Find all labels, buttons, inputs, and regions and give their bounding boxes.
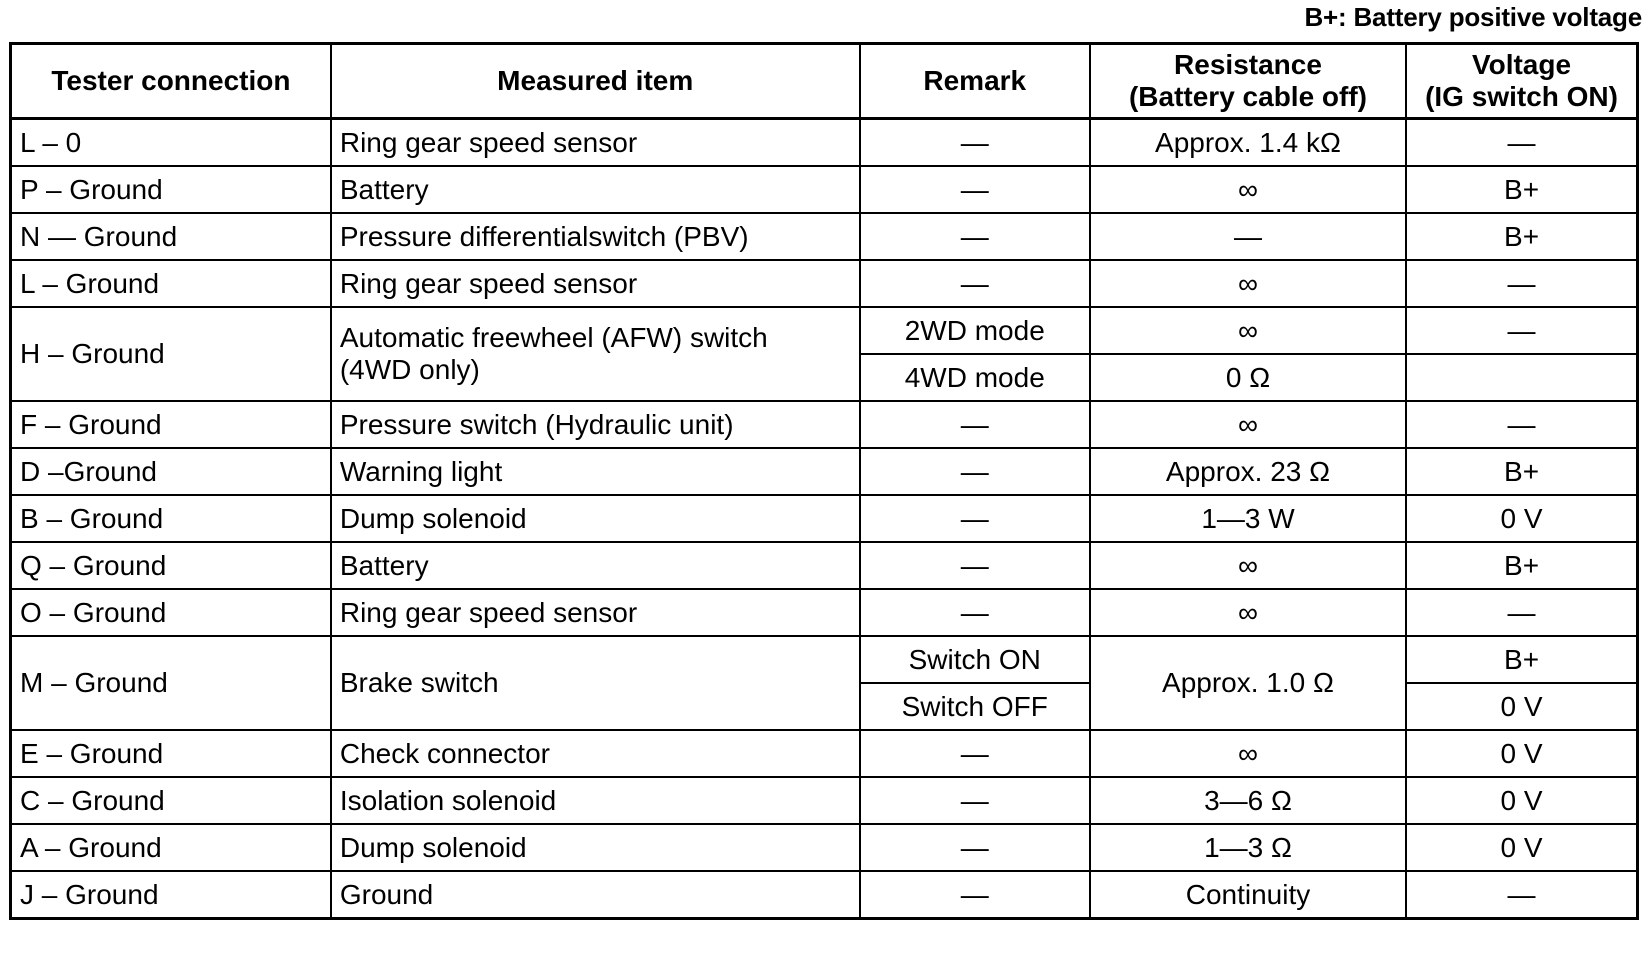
remark-cell: —: [860, 119, 1090, 167]
item-cell: Battery: [331, 542, 860, 589]
resistance-cell: —: [1090, 213, 1406, 260]
voltage-cell: 0 V: [1406, 495, 1637, 542]
voltage-cell: 0 V: [1406, 777, 1637, 824]
remark-cell: —: [860, 495, 1090, 542]
tester-cell: Q – Ground: [11, 542, 331, 589]
resistance-cell: Approx. 23 Ω: [1090, 448, 1406, 495]
battery-voltage-note: B+: Battery positive voltage: [1304, 2, 1642, 32]
voltage-cell: B+: [1406, 448, 1637, 495]
resistance-cell: 3—6 Ω: [1090, 777, 1406, 824]
table-row: [11, 213, 1638, 260]
item-cell: Brake switch: [331, 636, 860, 730]
remark-cell: —: [860, 260, 1090, 307]
item-cell: Dump solenoid: [331, 824, 860, 871]
remark-cell: —: [860, 542, 1090, 589]
item-cell: Ring gear speed sensor: [331, 119, 860, 167]
remark-cell: —: [860, 166, 1090, 213]
voltage-cell: [1406, 354, 1637, 401]
voltage-cell: 0 V: [1406, 683, 1637, 730]
resistance-cell: Continuity: [1090, 871, 1406, 919]
remark-cell: —: [860, 401, 1090, 448]
header-remark: Remark: [860, 44, 1090, 119]
remark-cell: —: [860, 730, 1090, 777]
remark-cell: 4WD mode: [860, 354, 1090, 401]
header-voltage-line2: (IG switch ON): [1425, 81, 1618, 112]
header-row: [11, 44, 1638, 119]
tester-cell: F – Ground: [11, 401, 331, 448]
voltage-cell: B+: [1406, 636, 1637, 683]
remark-cell: —: [860, 589, 1090, 636]
item-line1: Automatic freewheel (AFW) switch: [339, 322, 768, 353]
voltage-cell: —: [1406, 589, 1637, 636]
table-row: [11, 401, 1638, 448]
item-cell: Ground: [331, 871, 860, 919]
table-row: [11, 119, 1638, 167]
voltage-cell: —: [1406, 871, 1637, 919]
tester-cell: B – Ground: [11, 495, 331, 542]
table-row: [11, 448, 1638, 495]
tester-cell: H – Ground: [11, 307, 331, 401]
table-row: [11, 730, 1638, 777]
resistance-cell: ∞: [1090, 730, 1406, 777]
item-cell: Battery: [331, 166, 860, 213]
resistance-cell: ∞: [1090, 401, 1406, 448]
remark-cell: —: [860, 213, 1090, 260]
tester-cell: P – Ground: [11, 166, 331, 213]
table-row: [11, 777, 1638, 824]
item-cell: Ring gear speed sensor: [331, 589, 860, 636]
tester-cell: D –Ground: [11, 448, 331, 495]
resistance-cell: ∞: [1090, 260, 1406, 307]
resistance-cell: 0 Ω: [1090, 354, 1406, 401]
tester-connection-table: [9, 42, 1639, 920]
item-cell: Pressure differentialswitch (PBV): [331, 213, 860, 260]
remark-cell: Switch ON: [860, 636, 1090, 683]
tester-cell: A – Ground: [11, 824, 331, 871]
voltage-cell: —: [1406, 119, 1637, 167]
voltage-cell: B+: [1406, 542, 1637, 589]
item-cell: Warning light: [331, 448, 860, 495]
table-row: [11, 636, 1638, 683]
remark-cell: 2WD mode: [860, 307, 1090, 354]
header-resistance-line2: (Battery cable off): [1128, 81, 1368, 112]
voltage-cell: 0 V: [1406, 824, 1637, 871]
header-measured-item: Measured item: [331, 44, 860, 119]
table-row: [11, 824, 1638, 871]
remark-cell: —: [860, 448, 1090, 495]
table-row: [11, 871, 1638, 919]
table-row: [11, 307, 1638, 354]
tester-cell: E – Ground: [11, 730, 331, 777]
remark-cell: Switch OFF: [860, 683, 1090, 730]
table-row: [11, 542, 1638, 589]
tester-cell: O – Ground: [11, 589, 331, 636]
resistance-cell: 1—3 W: [1090, 495, 1406, 542]
table-row: [11, 495, 1638, 542]
table-row: [11, 589, 1638, 636]
item-cell: Check connector: [331, 730, 860, 777]
tester-cell: L – Ground: [11, 260, 331, 307]
item-cell: [331, 307, 860, 401]
item-cell: Dump solenoid: [331, 495, 860, 542]
tester-cell: L – 0: [11, 119, 331, 167]
voltage-cell: —: [1406, 401, 1637, 448]
tester-cell: M – Ground: [11, 636, 331, 730]
tester-cell: C – Ground: [11, 777, 331, 824]
header-tester-connection: Tester connection: [11, 44, 331, 119]
voltage-cell: 0 V: [1406, 730, 1637, 777]
remark-cell: —: [860, 824, 1090, 871]
item-cell: Isolation solenoid: [331, 777, 860, 824]
remark-cell: —: [860, 777, 1090, 824]
voltage-cell: —: [1406, 260, 1637, 307]
header-resistance-line1: Resistance: [1174, 49, 1322, 80]
resistance-cell: ∞: [1090, 542, 1406, 589]
resistance-cell: ∞: [1090, 589, 1406, 636]
table-row: [11, 260, 1638, 307]
voltage-cell: B+: [1406, 166, 1637, 213]
resistance-cell: ∞: [1090, 166, 1406, 213]
item-line2: (4WD only): [339, 354, 480, 385]
resistance-cell: ∞: [1090, 307, 1406, 354]
remark-cell: —: [860, 871, 1090, 919]
header-resistance: [1090, 44, 1406, 119]
voltage-cell: —: [1406, 307, 1637, 354]
table-row: [11, 166, 1638, 213]
item-cell: Ring gear speed sensor: [331, 260, 860, 307]
voltage-cell: B+: [1406, 213, 1637, 260]
resistance-cell: Approx. 1.4 kΩ: [1090, 119, 1406, 167]
tester-cell: N — Ground: [11, 213, 331, 260]
resistance-cell: 1—3 Ω: [1090, 824, 1406, 871]
item-cell: Pressure switch (Hydraulic unit): [331, 401, 860, 448]
header-voltage-line1: Voltage: [1472, 49, 1572, 80]
tester-cell: J – Ground: [11, 871, 331, 919]
header-voltage: [1406, 44, 1637, 119]
resistance-cell: Approx. 1.0 Ω: [1090, 636, 1406, 730]
